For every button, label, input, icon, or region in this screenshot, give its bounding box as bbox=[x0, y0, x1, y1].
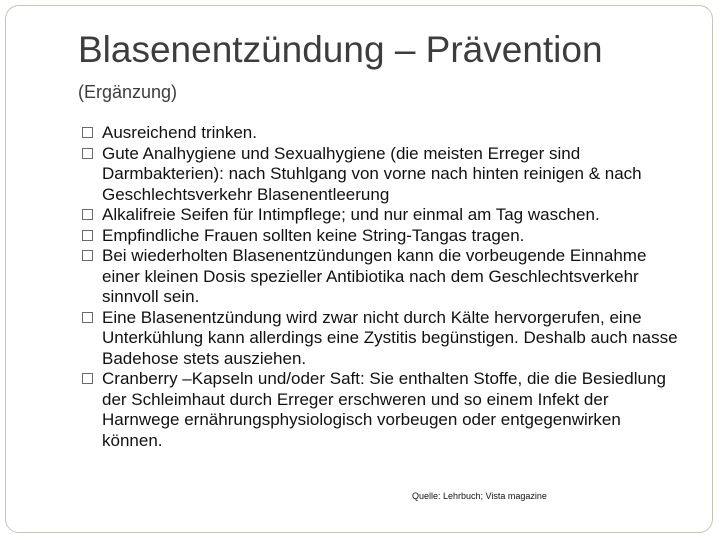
bullet-text: Bei wiederholten Blasenentzündungen kann die vorbeugende Einnahme einer kleinen Dosis spezieller Antibiotika nach dem Geschlechtsverkehr sinnvoll sein. bbox=[102, 246, 647, 306]
bullet-item bbox=[82, 144, 682, 206]
bullet-item bbox=[82, 123, 682, 144]
bullet-item bbox=[82, 226, 682, 247]
bullet-item bbox=[82, 369, 682, 451]
checkbox-square-icon bbox=[82, 127, 93, 138]
bullet-text: Alkalifreie Seifen für Intimpflege; und nur einmal am Tag waschen. bbox=[102, 205, 600, 224]
bullet-list bbox=[82, 123, 682, 451]
checkbox-square-icon bbox=[82, 312, 93, 323]
checkbox-square-icon bbox=[82, 148, 93, 159]
checkbox-square-icon bbox=[82, 373, 93, 384]
bullet-item bbox=[82, 308, 682, 370]
bullet-text: Eine Blasenentzündung wird zwar nicht durch Kälte hervorgerufen, eine Unterkühlung kann allerdings eine Zystitis begünstigen. Deshalb auch nasse Badehose stets ausziehen. bbox=[102, 307, 678, 368]
source-citation: Quelle: Lehrbuch; Vista magazine bbox=[412, 491, 547, 501]
bullet-text: Gute Analhygiene und Sexualhygiene (die meisten Erreger sind Darmbakterien): nach Stuhlgang von vorne nach hinten reinigen & nach Geschlechtsverkehr Blasenentleerung bbox=[102, 143, 642, 204]
checkbox-square-icon bbox=[82, 209, 93, 220]
bullet-text: Ausreichend trinken. bbox=[102, 123, 257, 142]
checkbox-square-icon bbox=[82, 230, 93, 241]
bullet-item bbox=[82, 205, 682, 226]
checkbox-square-icon bbox=[82, 250, 93, 261]
slide-title: Blasenentzündung – Prävention bbox=[78, 29, 603, 70]
bullet-text: Cranberry –Kapseln und/oder Saft: Sie enthalten Stoffe, die die Besiedlung der Schleimhaut durch Erreger erschweren und so einem Infekt der Harnwege ernährungsphysiologisch vorbeugen oder entgegenwirken können. bbox=[102, 369, 666, 450]
bullet-item bbox=[82, 246, 682, 308]
bullet-text: Empfindliche Frauen sollten keine String-Tangas tragen. bbox=[102, 225, 525, 245]
slide-subtitle: (Ergänzung) bbox=[78, 82, 178, 102]
